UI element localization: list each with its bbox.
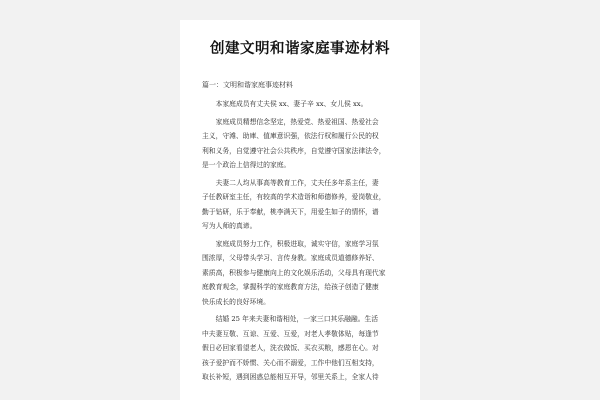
paragraph-line: 利和义务，自觉遵守社会公共秩序，自觉遵守国家法律法令， xyxy=(202,146,386,155)
paragraph-line: 孩子爱护而不娇惯、关心而不溺爱，工作中他们互相支持， xyxy=(202,358,379,367)
paragraph-line: 主义，守滩、助庫、值庫意识强，依法行权和履行公民的权 xyxy=(202,132,379,140)
paragraph-line: 本家庭成员有丈夫侯 xx、妻子辛 xx、女儿侯 xx。 xyxy=(215,100,368,108)
paragraph-line: 取长补短，遇到困惑总能相互开导，邻里关系上，全家人待 xyxy=(202,373,379,381)
paragraph-line: 是一个政治上信得过的家庭。 xyxy=(202,161,291,169)
paragraph xyxy=(202,312,408,385)
paragraph-line: 围浓厚，父母带头学习、言传身教。家庭成员道德修养好、 xyxy=(202,254,379,262)
paragraph-line: 素质高，积极参与健康向上的文化娱乐活动，父母具有现代家 xyxy=(202,268,386,277)
paragraph-line: 勤于钻研，乐于奉献，桃李满天下，用爱生如子的情怀，谱 xyxy=(202,207,379,216)
document-body xyxy=(202,97,408,385)
paragraph-line: 家庭成员精想信念坚定，热爱党、热爱祖国、热爱社会 xyxy=(215,117,379,126)
paragraph-line: 夫妻二人均从事高等教育工作，丈夫任多年系主任，妻 xyxy=(215,178,379,187)
paragraph-line: 中夫妻互敬、互谅、互爱、互爱，对老人孝敬体贴，每逢节 xyxy=(202,329,379,338)
paragraph xyxy=(202,237,408,310)
paragraph-line: 假日必回家看望老人，洗衣做饭、买衣买粮，感恩在心。对 xyxy=(202,344,379,352)
paragraph-line: 快乐成长的良好环境。 xyxy=(202,297,270,306)
document-title: 创建文明和谐家庭事迹材料 xyxy=(210,40,390,57)
paragraph-line: 子任教研室主任，有较高的学术造诣和师德修养，爱岗敬业， xyxy=(202,193,386,201)
paragraph-line: 庭教育观念，掌握科学的家庭教育方法，给孩子创造了健康 xyxy=(202,283,379,291)
paragraph-line: 家庭成员努力工作，积极进取，诚实守信，家庭学习氛 xyxy=(215,239,379,248)
paragraph-line: 结婚 25 年来夫妻和谐相处，一家三口其乐融融。生活 xyxy=(215,315,379,323)
document-page xyxy=(180,20,420,400)
paragraph-line: 写为人师的真谛。 xyxy=(202,222,257,230)
paragraph xyxy=(202,176,408,234)
paragraph xyxy=(202,115,408,173)
paragraph xyxy=(202,97,408,112)
section-heading: 篇一：文明和谐家庭事迹材料 xyxy=(202,81,293,89)
